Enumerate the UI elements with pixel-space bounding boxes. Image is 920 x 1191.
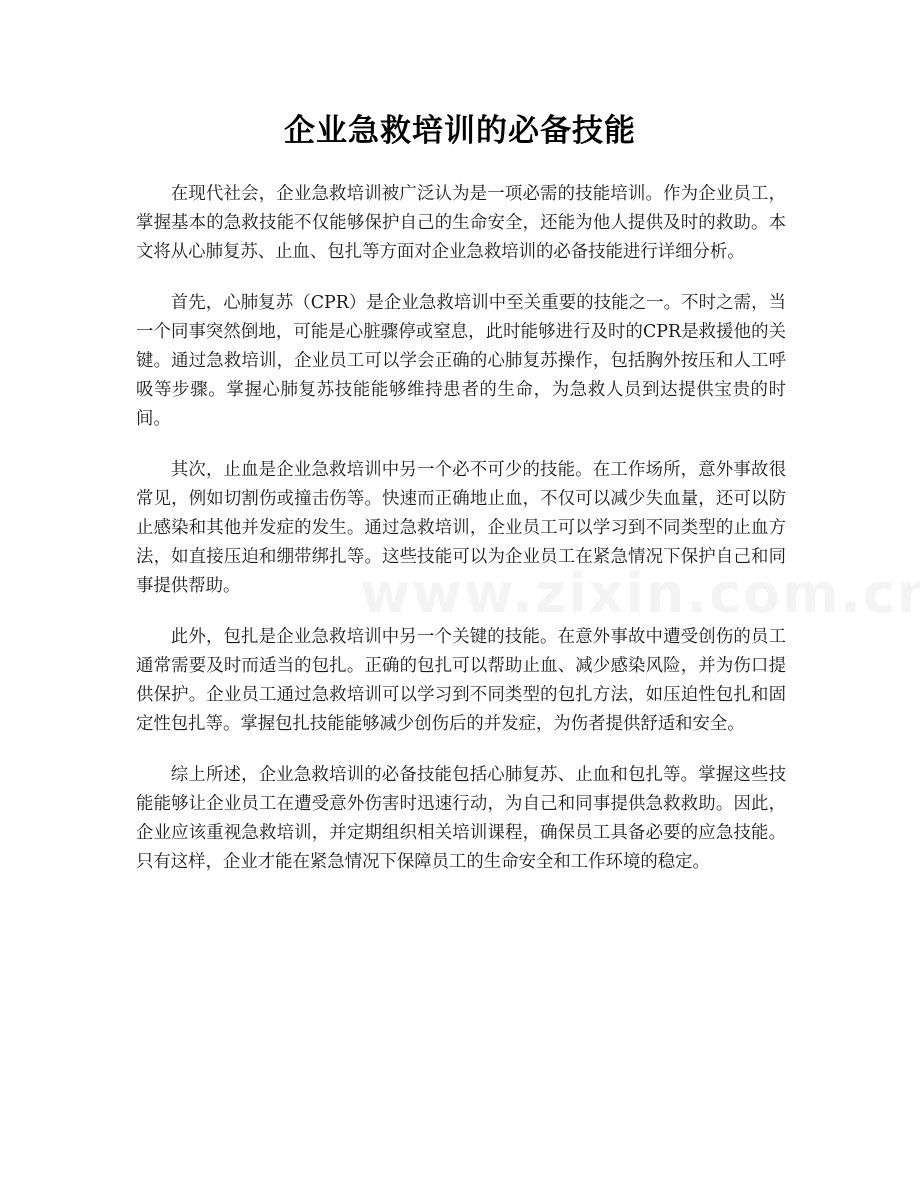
paragraph-bandaging: 此外，包扎是企业急救培训中另一个关键的技能。在意外事故中遭受创伤的员工通常需要及时而适当的包扎。正确的包扎可以帮助止血、减少感染风险，并为伤口提供保护。企业员工通过急救培训可以学习到不同类型的包扎方法，如压迫性包扎和固定性包扎等。掌握包扎技能能够减少创伤后的并发症，为伤者提供舒适和安全。 (136, 627, 786, 734)
paragraph-conclusion: 综上所述，企业急救培训的必备技能包括心肺复苏、止血和包扎等。掌握这些技能能够让企业员工在遭受意外伤害时迅速行动，为自己和同事提供急救救助。因此，企业应该重视急救培训，并定期组织相关培训课程，确保员工具备必要的应急技能。只有这样，企业才能在紧急情况下保障员工的生命安全和工作环境的稳定。 (136, 765, 786, 872)
paragraph-intro: 在现代社会，企业急救培训被广泛认为是一项必需的技能培训。作为企业员工，掌握基本的急救技能不仅能够保护自己的生命安全，还能为他人提供及时的救助。本文将从心肺复苏、止血、包扎等方面对企业急救培训的必备技能进行详细分析。 (136, 184, 786, 262)
document-title: 企业急救培训的必备技能 (284, 113, 636, 149)
document-body (136, 180, 786, 899)
paragraph-cpr: 首先，心肺复苏（CPR）是企业急救培训中至关重要的技能之一。不时之需，当一个同事突然倒地，可能是心脏骤停或窒息，此时能够进行及时的CPR是救援他的关键。通过急救培训，企业员工可以学会正确的心肺复苏操作，包括胸外按压和人工呼吸等步骤。掌握心肺复苏技能能够维持患者的生命，为急救人员到达提供宝贵的时间。 (136, 293, 786, 429)
paragraph-bleeding-control: 其次，止血是企业急救培训中另一个必不可少的技能。在工作场所，意外事故很常见，例如切割伤或撞击伤等。快速而正确地止血，不仅可以减少失血量，还可以防止感染和其他并发症的发生。通过急救培训，企业员工可以学习到不同类型的止血方法，如直接压迫和绷带绑扎等。这些技能可以为企业员工在紧急情况下保护自己和同事提供帮助。 (136, 460, 786, 596)
